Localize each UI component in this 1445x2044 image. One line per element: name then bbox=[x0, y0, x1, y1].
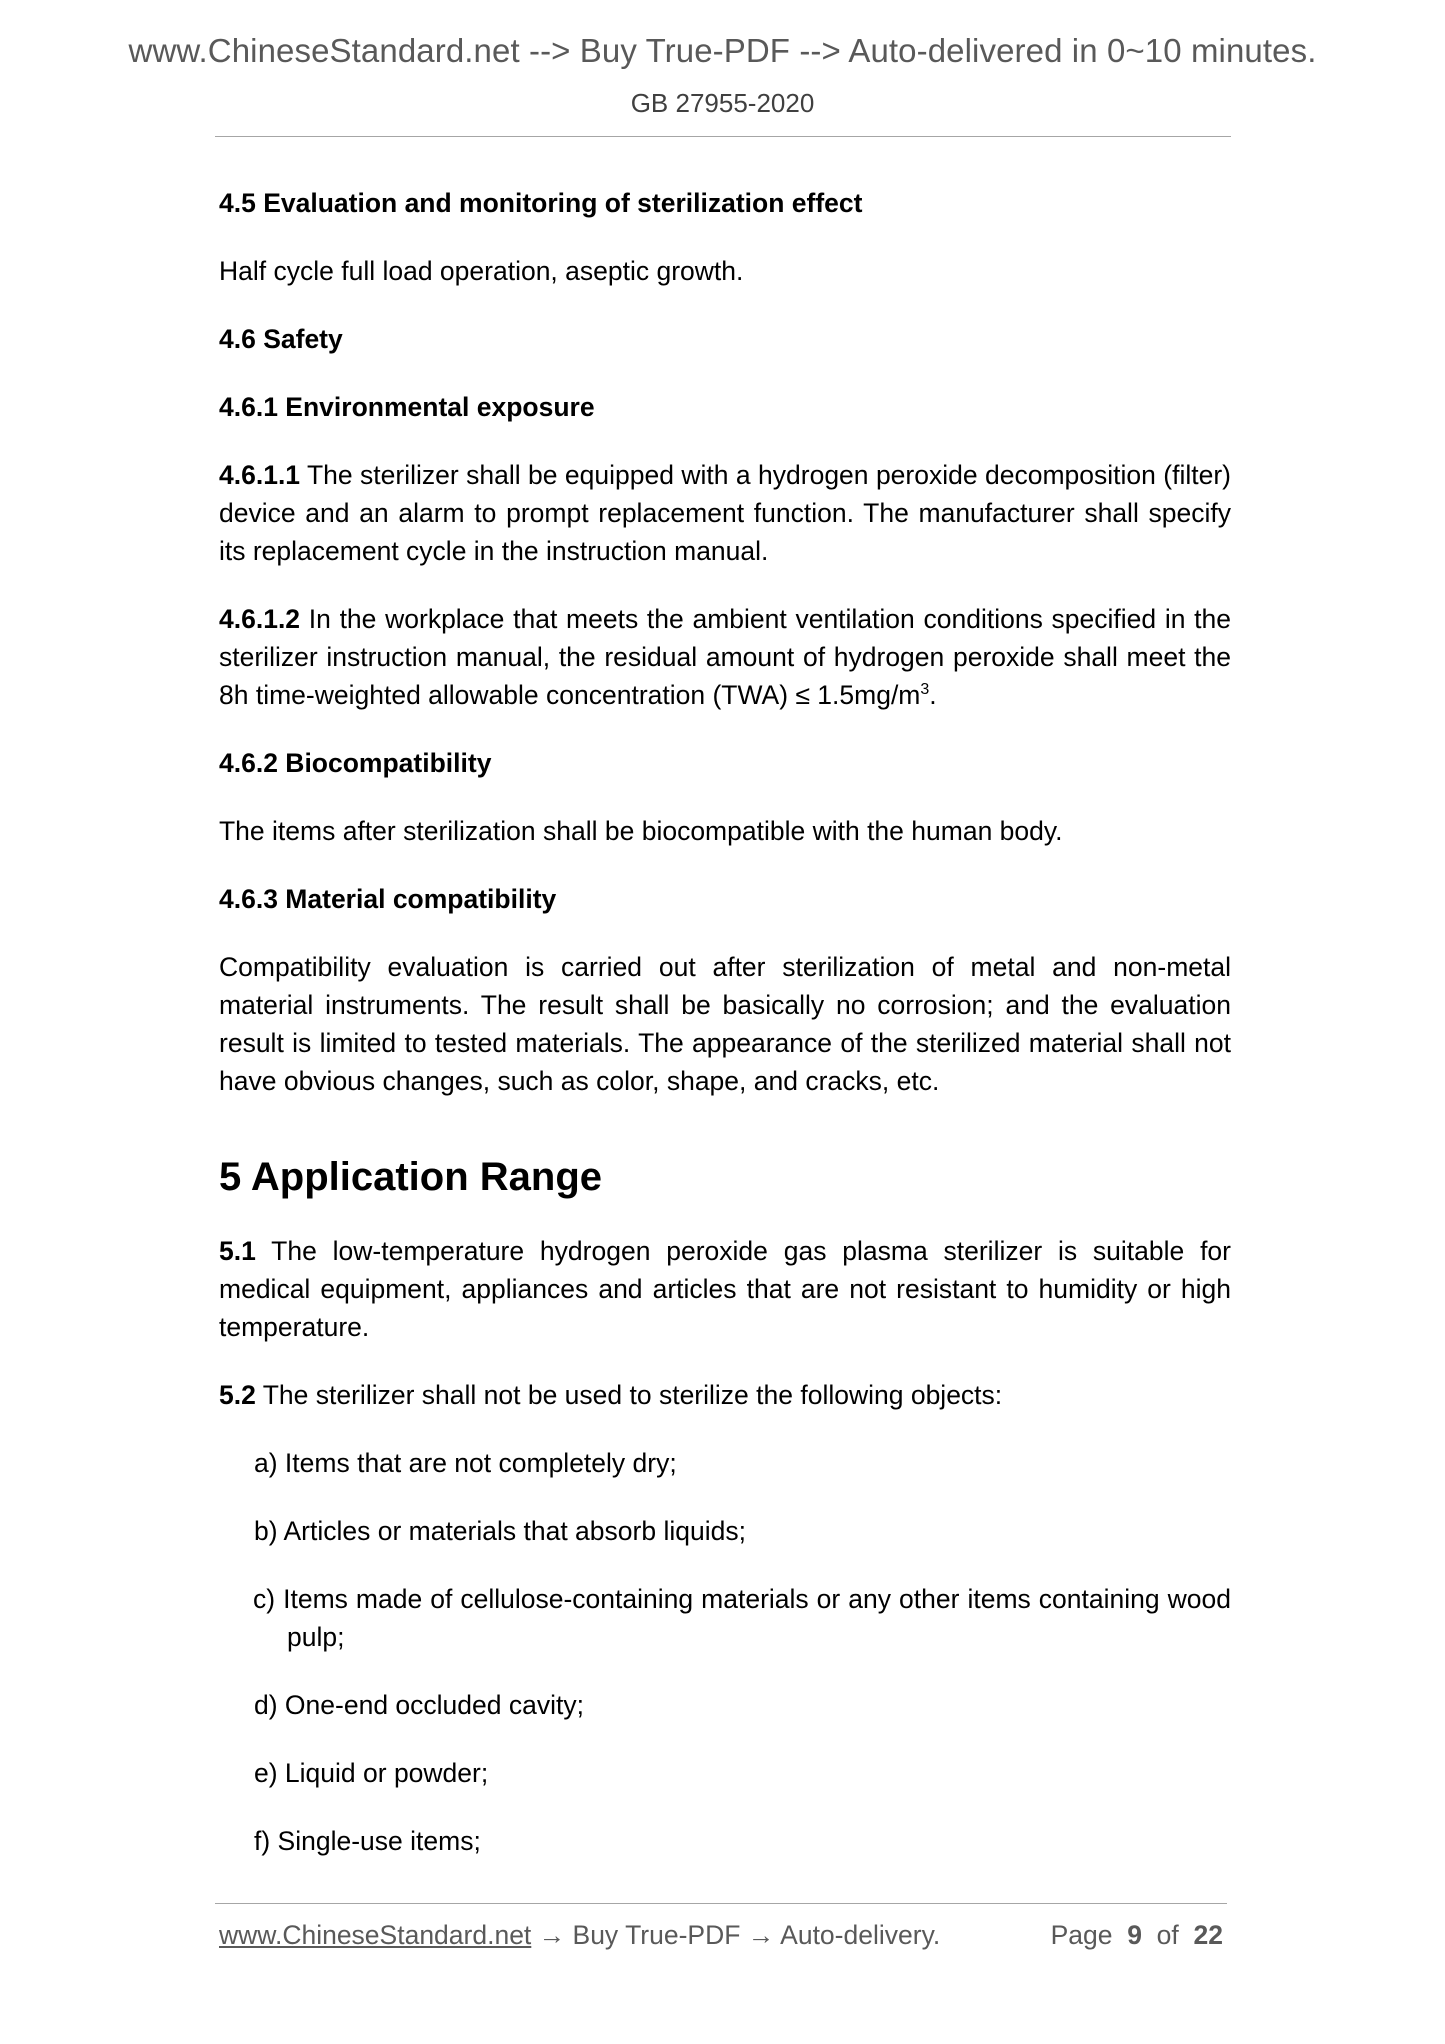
list-item: c) Items made of cellulose-containing materials or any other items containing wood pulp; bbox=[253, 1584, 1231, 1652]
section-4-6-1-title: 4.6.1 Environmental exposure bbox=[219, 392, 595, 422]
footer-tagline: → Buy True-PDF → Auto-delivery. bbox=[531, 1920, 941, 1950]
standard-code: GB 27955-2020 bbox=[630, 88, 815, 118]
list-item: e) Liquid or powder; bbox=[254, 1758, 489, 1788]
header-divider bbox=[215, 136, 1231, 137]
clause-number: 4.6.1.1 bbox=[219, 460, 301, 490]
footer-site-link[interactable]: www.ChineseStandard.net bbox=[219, 1920, 532, 1950]
section-5-1 bbox=[219, 1232, 1231, 1346]
section-4-5-text: Half cycle full load operation, aseptic growth. bbox=[219, 256, 744, 286]
list-item: b) Articles or materials that absorb liquids; bbox=[254, 1516, 746, 1546]
section-4-6-1-2 bbox=[219, 600, 1231, 714]
footer-divider bbox=[215, 1903, 1227, 1904]
page-total: 22 bbox=[1193, 1920, 1223, 1950]
section-4-6-3-title: 4.6.3 Material compatibility bbox=[219, 884, 557, 914]
section-4-5-title: 4.5 Evaluation and monitoring of sterilization effect bbox=[219, 188, 863, 218]
site-banner: www.ChineseStandard.net --> Buy True-PDF --> Auto-delivered in 0~10 minutes. bbox=[128, 32, 1317, 69]
page-number: 9 bbox=[1127, 1920, 1142, 1950]
clause-text: The sterilizer shall not be used to sterilize the following objects: bbox=[255, 1380, 1003, 1410]
section-4-6-3-text: Compatibility evaluation is carried out after sterilization of metal and non-metal material instruments. The result shall be basically no corrosion; and the evaluation result is limited to tested materials. The appearance of the sterilized material shall not have obvious changes, such as color, shape, and cracks, etc. bbox=[219, 952, 1231, 1096]
section-4-6-2-title: 4.6.2 Biocompatibility bbox=[219, 748, 492, 778]
clause-number: 5.2 bbox=[219, 1380, 256, 1410]
list-item: f) Single-use items; bbox=[254, 1826, 481, 1856]
page-label: Page bbox=[1050, 1920, 1113, 1950]
section-4-6-1-1 bbox=[219, 456, 1231, 570]
document-body bbox=[219, 180, 1231, 1860]
section-5-title: 5 Application Range bbox=[219, 1155, 603, 1199]
clause-text: In the workplace that meets the ambient ventilation conditions specified in the sterilizer instruction manual, the residual amount of hydrogen peroxide shall meet the 8h time-weighted allowable concentration (TWA) ≤ 1.5mg/m bbox=[219, 604, 1231, 710]
clause-text: The sterilizer shall be equipped with a hydrogen peroxide decomposition (filter) device and an alarm to prompt replacement function. The manufacturer shall specify its replacement cycle in the instruction manual. bbox=[219, 460, 1231, 566]
page-footer bbox=[219, 1920, 1231, 1951]
clause-number: 5.1 bbox=[219, 1236, 256, 1266]
section-4-6-title: 4.6 Safety bbox=[219, 324, 343, 354]
of-label: of bbox=[1156, 1920, 1179, 1950]
list-item: a) Items that are not completely dry; bbox=[254, 1448, 677, 1478]
clause-number: 4.6.1.2 bbox=[219, 604, 301, 634]
superscript: 3 bbox=[920, 681, 930, 699]
list-item: d) One-end occluded cavity; bbox=[254, 1690, 584, 1720]
clause-text: The low-temperature hydrogen peroxide gas plasma sterilizer is suitable for medical equipment, appliances and articles that are not resistant to humidity or high temperature. bbox=[219, 1236, 1231, 1342]
section-5-2 bbox=[219, 1376, 1231, 1414]
section-4-6-2-text: The items after sterilization shall be biocompatible with the human body. bbox=[219, 816, 1063, 846]
page-indicator bbox=[1051, 1920, 1223, 1951]
clause-end: . bbox=[929, 680, 937, 710]
